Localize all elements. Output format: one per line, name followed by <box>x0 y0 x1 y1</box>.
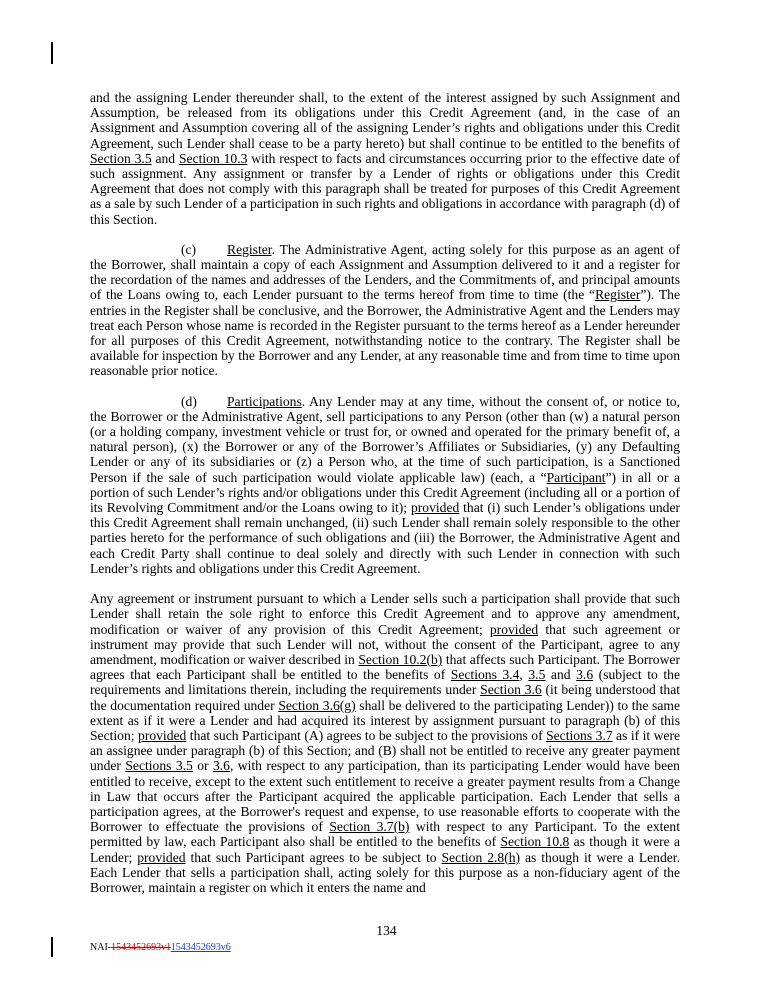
doc-id-deleted: 1543452693v1 <box>111 942 171 953</box>
document-body <box>90 90 680 910</box>
section-ref: Sections 3.7 <box>546 727 613 743</box>
doc-id-prefix: NAI- <box>90 942 112 953</box>
document-id <box>90 942 231 954</box>
change-bar-top <box>51 42 53 64</box>
paragraph-register: (c) Register. The Administrative Agent, acting solely for this purpose as an agent of the Borrower, shall maintain a copy of each Assignment and Assumption delivered to it and a register for the recordation of the names and addresses of the Lenders, and the Commitments of, and principal amounts of the Loans owing to, each Lender pursuant to the terms hereof from time to time (the “Register”). The entries in the Register shall be conclusive, and the Borrower, the Administrative Agent and the Lenders may treat each Person whose name is recorded in the Register pursuant to the terms hereof as a Lender hereunder for all purposes of this Credit Agreement, notwithstanding notice to the contrary. The Register shall be available for inspection by the Borrower and any Lender, at any reasonable time and from time to time upon reasonable prior notice. <box>90 241 680 379</box>
section-ref: Section 3.5 <box>90 150 152 166</box>
paragraph-participations: (d) Participations. Any Lender may at any time, without the consent of, or notice to, the Borrower or the Administrative Agent, sell participations to any Person (other than (w) a natural person (or a holding company, investment vehicle or trust for, or owned and operated for the primary benefit of, a natural person), (x) the Borrower or any of the Borrower’s Affiliates or Subsidiaries, (y) any Defaulting Lender or any of its subsidiaries or (z) a Person who, at the time of such participation, is a Sanctioned Person if the sale of such participation would violate applicable law) (each, a “Participant”) in all or a portion of such Lender’s rights and/or obligations under this Credit Agreement (including all or a portion of its Revolving Commitment and/or the Loans owing to it); provided that (i) such Lender’s obligations under this Credit Agreement shall remain unchanged, (ii) such Lender shall remain solely responsible to the other parties hereto for the performance of such obligations and (iii) the Borrower, the Administrative Agent and each Credit Party shall continue to deal solely and directly with such Lender in connection with such Lender’s rights and obligations under this Credit Agreement. <box>90 393 681 576</box>
proviso: provided <box>138 727 187 743</box>
page-number: 134 <box>376 923 397 938</box>
proviso: provided <box>489 621 539 637</box>
section-ref: Sections 3.5 <box>125 758 193 774</box>
section-ref: Section 10.3 <box>178 150 248 166</box>
paragraph-participation-agreement: Any agreement or instrument pursuant to which a Lender sells such a participation shall provide that such Lender shall retain the sole right to enforce this Credit Agreement and to approve any amendment, modification or waiver of any provision of this Credit Agreement; provided that such agreement or instrument may provide that such Lender will not, without the consent of the Participant, agree to any amendment, modification or waiver described in Section 10.2(b) that affects such Participant. The Borrower agrees that each Participant shall be entitled to the benefits of Sections 3.4, 3.5 and 3.6 (subject to the requirements and limitations therein, including the requirements under Section 3.6 (it being understood that the documentation required under Section 3.6(g) shall be delivered to the participating Lender)) to the same extent as if it were a Lender and had acquired its interest by assignment pursuant to paragraph (b) of this Section; provided that such Participant (A) agrees to be subject to the provisions of Sections 3.7 as if it were an assignee under paragraph (b) of this Section; and (B) shall not be entitled to receive any greater payment under Sections 3.5 or 3.6, with respect to any participation, than its participating Lender would have been entitled to receive, except to the extent such entitlement to receive a greater payment results from a Change in Law that occurs after the Participant acquired the applicable participation. Each Lender that sells a participation agrees, at the Borrower's request and expense, to use reasonable efforts to cooperate with the Borrower to effectuate the provisions of Section 3.7(b) with respect to any Participant. To the extent permitted by law, each Participant also shall be entitled to the benefits of Section 10.8 as though it were a Lender; provided that such Participant agrees to be subject to Section 2.8(h) as though it were a Lender. Each Lender that sells a participation shall, acting solely for this purpose as a non-fiduciary agent of the Borrower, maintain a register on which it enters the name and <box>90 591 681 895</box>
paragraph-assignment-continuation: and the assigning Lender thereunder shall, to the extent of the interest assigned by such Assignment and Assumption, be released from its obligations under this Credit Agreement (and, in the case of an Assignment and Assumption covering all of the assigning Lender’s rights and obligations under this Credit Agreement, such Lender shall cease to be a party hereto) but shall continue to be entitled to the benefits of Section 3.5 and Section 10.3 with respect to facts and circumstances occurring prior to the effective date of such assignment. Any assignment or transfer by a Lender of rights or obligations under this Credit Agreement that does not comply with this paragraph shall be treated for purposes of this Credit Agreement as a sale by such Lender of a participation in such rights and obligations in accordance with paragraph (d) of this Section. <box>90 90 680 227</box>
section-ref: Sections 3.4 <box>450 667 520 683</box>
change-bar-bottom <box>51 937 53 957</box>
proviso: provided <box>410 500 460 516</box>
section-ref: Section 3.6(g) <box>278 697 356 713</box>
clause-heading: Register <box>227 241 272 257</box>
clause-label: (c) <box>181 241 197 257</box>
section-ref: Section 10.8 <box>500 834 570 850</box>
section-ref: Section 3.6 <box>480 682 542 698</box>
section-ref: 3.6 <box>212 758 230 774</box>
proviso: provided <box>137 849 186 865</box>
clause-heading: Participations <box>227 393 302 409</box>
section-ref: 3.5 <box>528 667 546 683</box>
defined-term: Register <box>595 287 641 303</box>
section-ref: Section 10.2(b) <box>358 651 443 667</box>
section-ref: Section 3.7(b) <box>329 819 410 835</box>
section-ref: Section 2.8(h) <box>441 849 521 865</box>
defined-term: Participant <box>546 469 606 485</box>
section-ref: 3.6 <box>576 667 594 683</box>
clause-label: (d) <box>181 393 197 409</box>
doc-id-inserted: 1543452693v6 <box>170 942 231 953</box>
